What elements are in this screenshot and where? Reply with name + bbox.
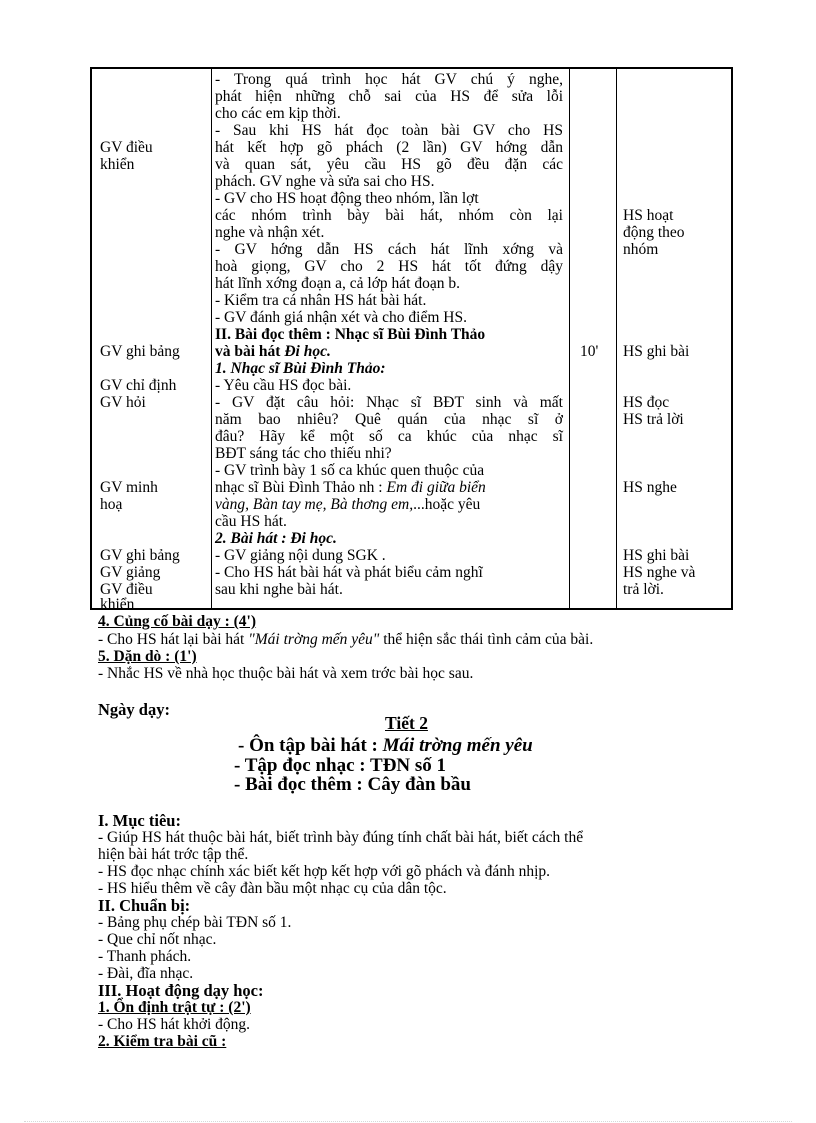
student-action: HS hoạt (623, 207, 674, 224)
content-line: - Trong quá trình học hát GV chú ý nghe, (215, 71, 563, 88)
activities-title: III. Hoạt động dạy học: (98, 981, 264, 1000)
section-heading: 4. Củng cố bài dạy : (4') (98, 613, 257, 630)
student-action: HS ghi bài (623, 343, 690, 360)
content-line (215, 497, 480, 513)
body-text: thể hiện sắc thái tình cảm của bài. (379, 631, 594, 648)
table-column-divider (569, 69, 570, 608)
content-line: - Sau khi HS hát đọc toàn bài GV cho HS (215, 122, 563, 139)
content-text: nhạc sĩ Bùi Đình Thảo nh : (215, 479, 387, 496)
song-title: Đi học. (284, 343, 331, 360)
content-line: phát hiện những chỗ sai của HS để sửa lỗi (215, 88, 563, 105)
content-line: cho các em kịp thời. (215, 105, 341, 122)
body-line: - Cho HS hát khởi động. (98, 1016, 251, 1033)
content-line: hoà giọng, GV cho 2 HS hát tốt đứng dậy (215, 258, 563, 275)
student-action: HS nghe (623, 479, 677, 496)
objectives-title: I. Mục tiêu: (98, 811, 181, 830)
content-line: - Yêu cầu HS đọc bài. (215, 377, 352, 394)
section-heading: 5. Dặn dò : (1') (98, 648, 197, 665)
song-list: Em đi giữa biển (386, 479, 486, 496)
content-line: nghe và nhận xét. (215, 224, 325, 241)
content-line: - Cho HS hát bài hát và phát biểu cảm nghĩ (215, 564, 483, 581)
content-line: - GV đặt câu hỏi: Nhạc sĩ BĐT sinh và mất (215, 394, 563, 411)
content-line: cầu HS hát. (215, 513, 287, 530)
table-column-divider (211, 69, 212, 608)
content-line: hát lĩnh xớng đoạn a, cả lớp hát đoạn b. (215, 275, 460, 292)
content-line: - GV hớng dẫn HS cách hát lĩnh xớng và (215, 241, 563, 258)
content-line: - GV cho HS hoạt động theo nhóm, lần lợt (215, 190, 479, 207)
lesson-heading: - Bài đọc thêm : Cây đàn bầu (234, 774, 471, 795)
body-line: - Nhắc HS về nhà học thuộc bài hát và xem trớc bài học sau. (98, 665, 474, 682)
song-list: vàng, Bàn tay mẹ, Bà thơng em, (215, 496, 414, 513)
student-action: HS trả lời (623, 411, 684, 428)
section-heading: 1. Ổn định trật tự : (2') (98, 999, 251, 1016)
page-footer-rule (24, 1121, 792, 1122)
lesson-heading: - Tập đọc nhạc : TĐN số 1 (234, 755, 447, 776)
song-title: "Mái trờng mến yêu" (248, 631, 380, 648)
section-heading: II. Bài đọc thêm : Nhạc sĩ Bùi Đình Thảo (215, 326, 486, 343)
student-action: trả lời. (623, 581, 664, 598)
teacher-action: khiển (100, 156, 135, 173)
body-line: - Đài, đĩa nhạc. (98, 965, 194, 982)
section-heading (215, 344, 331, 360)
content-line (215, 480, 486, 496)
content-line: các nhóm trình bày bài hát, nhóm còn lại (215, 207, 563, 224)
time-value: 10' (580, 343, 599, 360)
teacher-action: hoạ (100, 496, 123, 513)
body-line: hiện bài hát trớc tập thể. (98, 846, 249, 863)
content-line: hát kết hợp gõ phách (2 lần) GV hớng dẫn (215, 139, 563, 156)
teacher-action: GV minh (100, 479, 158, 496)
body-line: - HS hiểu thêm về cây đàn bầu một nhạc cụ của dân tộc. (98, 880, 447, 897)
teacher-action: GV giảng (100, 564, 161, 581)
body-line: - Bảng phụ chép bài TĐN số 1. (98, 914, 292, 931)
teacher-action: GV ghi bảng (100, 343, 180, 360)
body-line: - Thanh phách. (98, 948, 192, 965)
content-line: sau khi nghe bài hát. (215, 581, 343, 598)
teacher-action: GV điều (100, 581, 153, 598)
body-line: - Giúp HS hát thuộc bài hát, biết trình bày đúng tính chất bài hát, biết cách thể (98, 829, 584, 846)
student-action: HS ghi bài (623, 547, 690, 564)
table-column-divider (616, 69, 617, 608)
section-heading: 2. Kiểm tra bài cũ : (98, 1033, 227, 1050)
content-line: - Kiểm tra cá nhân HS hát bài hát. (215, 292, 427, 309)
lesson-number: Tiết 2 (385, 713, 428, 733)
student-action: HS đọc (623, 394, 670, 411)
content-line: đâu? Hãy kể một số ca khúc của nhạc sĩ (215, 428, 563, 445)
content-line: - GV giảng nội dung SGK . (215, 547, 386, 564)
subsection-heading: 2. Bài hát : Đi học. (215, 530, 337, 547)
content-line: - GV đánh giá nhận xét và cho điểm HS. (215, 309, 467, 326)
student-action: nhóm (623, 241, 659, 258)
teacher-action: GV chỉ định (100, 377, 177, 394)
teacher-action: GV ghi bảng (100, 547, 180, 564)
body-text: - Cho HS hát lại bài hát (98, 631, 249, 648)
body-line: - Que chỉ nốt nhạc. (98, 931, 217, 948)
lesson-heading (238, 735, 533, 756)
preparation-title: II. Chuẩn bị: (98, 896, 191, 915)
content-line: BĐT sáng tác cho thiếu nhi? (215, 445, 392, 462)
student-action: động theo (623, 224, 685, 241)
heading-text: - Ôn tập bài hát : (238, 735, 383, 756)
subsection-heading: 1. Nhạc sĩ Bùi Đình Thảo: (215, 360, 386, 377)
content-line: - GV trình bày 1 số ca khúc quen thuộc của (215, 462, 485, 479)
content-line: phách. GV nghe và sửa sai cho HS. (215, 173, 435, 190)
date-label: Ngày dạy: (98, 700, 170, 719)
lesson-table (90, 67, 733, 613)
teacher-action: GV hỏi (100, 394, 146, 411)
body-line (98, 631, 593, 648)
teacher-action: GV điều (100, 139, 153, 156)
student-action: HS nghe và (623, 564, 696, 581)
body-line: - HS đọc nhạc chính xác biết kết hợp kết hợp với gõ phách và đánh nhịp. (98, 863, 551, 880)
teacher-action: khiển (100, 596, 135, 613)
content-line: và quan sát, yêu cầu HS gõ đều đặn các (215, 156, 563, 173)
content-text: ...hoặc yêu (413, 496, 481, 513)
content-line: năm bao nhiêu? Quê quán của nhạc sĩ ở (215, 411, 563, 428)
section-heading-text: và bài hát (215, 343, 285, 360)
song-title: Mái trờng mến yêu (382, 735, 533, 756)
